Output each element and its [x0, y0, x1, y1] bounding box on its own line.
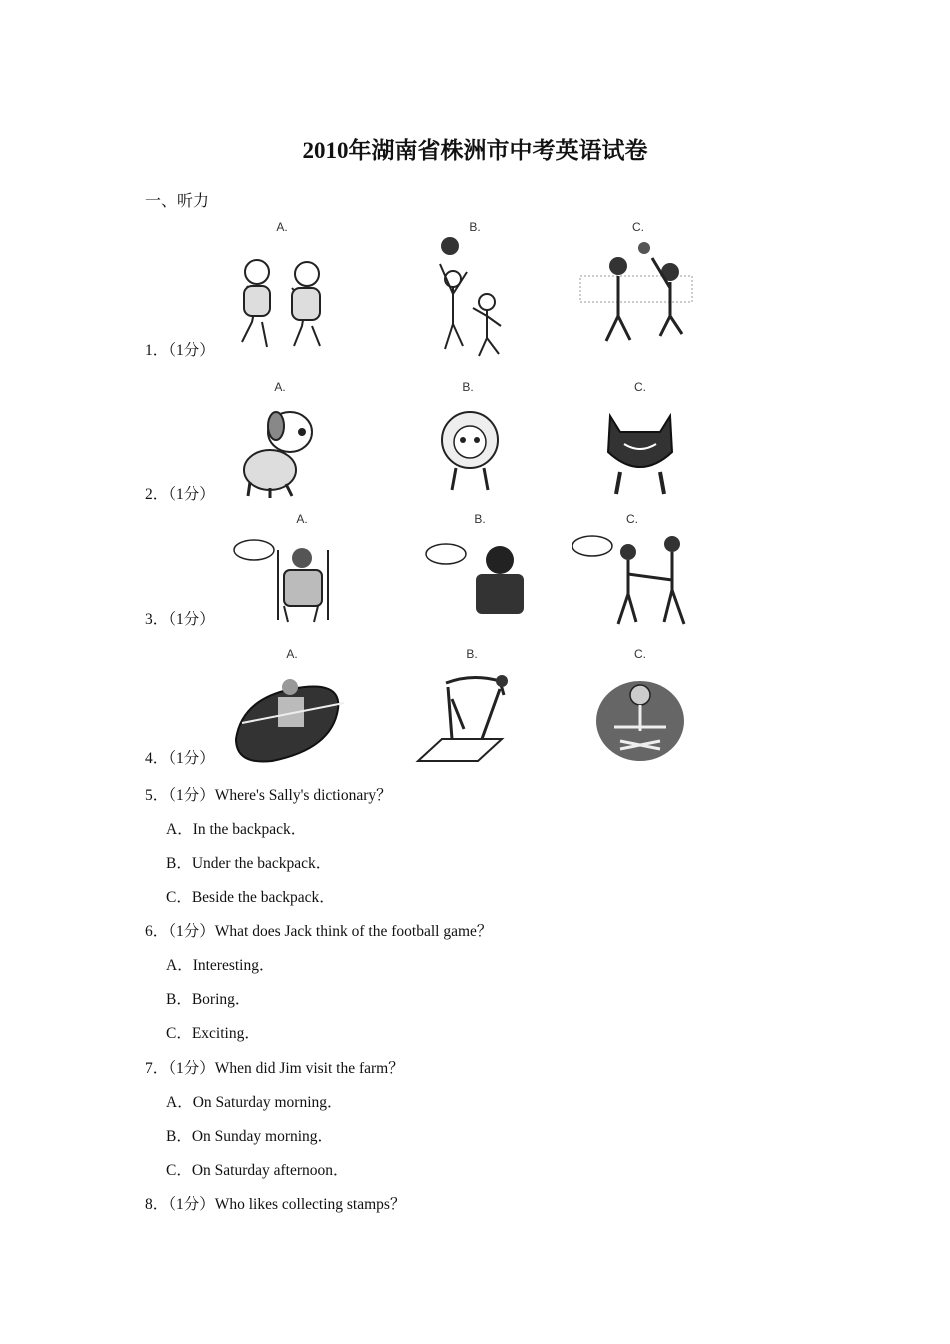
- option-c[interactable]: C．Beside the backpack．: [166, 889, 335, 906]
- question-6: 6．（1分）What does Jack think of the football game？: [145, 923, 493, 940]
- kids-playing-icon: [222, 242, 342, 362]
- option-b[interactable]: B．On Sunday morning．: [166, 1128, 334, 1145]
- volleyball-players-icon: [578, 236, 698, 366]
- option-letter: A.: [276, 220, 288, 234]
- question-2-label: 2．（1分）: [145, 486, 215, 503]
- option-a[interactable]: A．On Saturday morning．: [166, 1094, 343, 1111]
- question-8: 8．（1分）Who likes collecting stamps？: [145, 1196, 406, 1213]
- option-letter: C.: [634, 380, 646, 394]
- wolf-icon: [580, 402, 700, 502]
- sheep-icon: [408, 402, 528, 502]
- couple-speech-icon: [572, 530, 697, 635]
- swimmer-dive-icon: [412, 669, 532, 769]
- rowing-boat-icon: [232, 669, 352, 769]
- option-letter: C.: [634, 647, 646, 661]
- option-letter: B.: [466, 647, 478, 661]
- option-letter: C.: [632, 220, 644, 234]
- yoga-pose-icon: [580, 669, 700, 769]
- option-a[interactable]: A．In the backpack．: [166, 821, 307, 838]
- dog-icon: [220, 402, 340, 502]
- question-4-label: 4．（1分）: [145, 750, 215, 767]
- option-letter: A.: [296, 512, 308, 526]
- question-1-label: 1．（1分）: [145, 342, 215, 359]
- option-letter: B.: [462, 380, 474, 394]
- question-5: 5．（1分）Where's Sally's dictionary？: [145, 787, 392, 804]
- section-heading: 一、听力: [145, 193, 210, 210]
- option-b[interactable]: B．Boring．: [166, 991, 251, 1008]
- option-b[interactable]: B．Under the backpack．: [166, 855, 332, 872]
- option-letter: C.: [626, 512, 638, 526]
- option-letter: B.: [469, 220, 481, 234]
- option-letter: A.: [274, 380, 286, 394]
- person-speech-icon: [232, 530, 352, 630]
- option-c[interactable]: C．Exciting．: [166, 1025, 260, 1042]
- page-title: 2010年湖南省株洲市中考英语试卷: [302, 138, 648, 163]
- option-c[interactable]: C．On Saturday afternoon．: [166, 1162, 349, 1179]
- option-letter: B.: [474, 512, 486, 526]
- option-a[interactable]: A．Interesting．: [166, 957, 275, 974]
- question-7: 7．（1分）When did Jim visit the farm？: [145, 1060, 404, 1077]
- option-letter: A.: [286, 647, 298, 661]
- basketball-players-icon: [415, 234, 535, 369]
- person-hood-speech-icon: [420, 530, 540, 630]
- question-3-label: 3．（1分）: [145, 611, 215, 628]
